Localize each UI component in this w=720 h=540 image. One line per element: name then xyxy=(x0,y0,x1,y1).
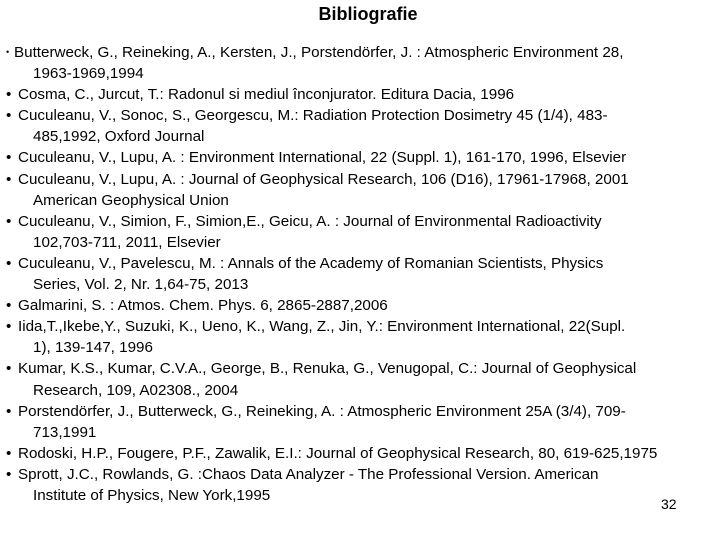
reference-item xyxy=(6,253,720,295)
reference-text: Cuculeanu, V., Pavelescu, M. : Annals of the Academy of Romanian Scientists, Physics xyxy=(18,254,604,272)
reference-text: Cuculeanu, V., Lupu, A. : Journal of Geophysical Research, 106 (D16), 17961-17968, 2001 xyxy=(18,170,629,188)
reference-text: Cosma, C., Jurcut, T.: Radonul si mediul înconjurator. Editura Dacia, 1996 xyxy=(18,86,515,104)
reference-item xyxy=(6,42,720,84)
page-title: Bibliografie xyxy=(318,4,418,24)
bullet-icon: • xyxy=(6,149,12,167)
bullet-icon: • xyxy=(6,170,12,188)
bullet-icon: • xyxy=(6,465,12,483)
reference-item xyxy=(6,358,720,400)
reference-text: Sprott, J.C., Rowlands, G. :Chaos Data Analyzer - The Professional Version. American xyxy=(18,465,599,483)
bullet-icon: • xyxy=(6,254,12,272)
reference-line-2: Series, Vol. 2, Nr. 1,64-75, 2013 xyxy=(33,276,249,294)
reference-item xyxy=(6,105,720,147)
reference-text: Cuculeanu, V., Sonoc, S., Georgescu, M.: Radiation Protection Dosimetry 45 (1/4), 483- xyxy=(18,107,608,125)
reference-item xyxy=(6,443,720,464)
reference-line-2: American Geophysical Union xyxy=(33,191,229,209)
reference-line-1 xyxy=(6,253,720,274)
reference-line-2: 1963-1969,1994 xyxy=(33,65,144,83)
reference-item xyxy=(6,147,720,168)
reference-item xyxy=(6,401,720,443)
reference-text: Porstendörfer, J., Butterweck, G., Reineking, A. : Atmospheric Environment 25A (3/4), 709- xyxy=(18,402,626,420)
reference-item xyxy=(6,295,720,316)
reference-line-1 xyxy=(6,42,720,63)
bullet-icon: • xyxy=(6,86,12,104)
reference-line-1 xyxy=(6,443,720,464)
reference-item xyxy=(6,464,720,506)
reference-line-1 xyxy=(6,147,720,168)
bullet-icon: • xyxy=(6,107,12,125)
reference-line-1 xyxy=(6,316,720,337)
reference-line-1 xyxy=(6,401,720,422)
reference-text: Kumar, K.S., Kumar, C.V.A., George, B., Renuka, G., Venugopal, C.: Journal of Geophysical xyxy=(18,360,637,378)
bullet-icon: • xyxy=(6,402,12,420)
reference-text: Cuculeanu, V., Lupu, A. : Environment International, 22 (Suppl. 1), 161-170, 1996, Elsevier xyxy=(18,149,627,167)
reference-line-1 xyxy=(6,169,720,190)
reference-item xyxy=(6,169,720,211)
reference-item xyxy=(6,84,720,105)
reference-text: Butterweck, G., Reineking, A., Kersten, J., Porstendörfer, J. : Atmospheric Environment 28, xyxy=(14,44,624,61)
reference-line-1 xyxy=(6,84,720,105)
reference-text: Cuculeanu, V., Simion, F., Simion,E., Geicu, A. : Journal of Environmental Radioactivity xyxy=(18,212,602,230)
reference-line-2: 102,703-711, 2011, Elsevier xyxy=(33,233,221,251)
reference-line-1 xyxy=(6,358,720,379)
reference-line-1 xyxy=(6,295,720,316)
reference-line-2: 485,1992, Oxford Journal xyxy=(33,128,205,146)
reference-line-2: 713,1991 xyxy=(33,423,97,441)
reference-list xyxy=(6,42,720,506)
bullet-icon: • xyxy=(6,212,12,230)
bullet-icon: • xyxy=(6,318,12,336)
bullet-icon: • xyxy=(6,444,12,462)
reference-line-2: 1), 139-147, 1996 xyxy=(33,339,153,357)
reference-item xyxy=(6,316,720,358)
reference-line-1 xyxy=(6,105,720,126)
reference-line-2: Institute of Physics, New York,1995 xyxy=(33,486,271,504)
reference-line-1 xyxy=(6,211,720,232)
reference-text: Galmarini, S. : Atmos. Chem. Phys. 6, 2865-2887,2006 xyxy=(18,297,388,315)
reference-text: Iida,T.,Ikebe,Y., Suzuki, K., Ueno, K., Wang, Z., Jin, Y.: Environment International, 22(Supl. xyxy=(18,318,626,336)
bullet-icon: • xyxy=(6,47,10,57)
reference-text: Rodoski, H.P., Fougere, P.F., Zawalik, E.I.: Journal of Geophysical Research, 80, 619-625,1975 xyxy=(18,444,658,462)
bullet-icon: • xyxy=(6,297,12,315)
reference-line-1 xyxy=(6,464,720,485)
page-number: 32 xyxy=(661,496,677,512)
reference-line-2: Research, 109, A02308., 2004 xyxy=(33,381,239,399)
bullet-icon: • xyxy=(6,360,12,378)
reference-item xyxy=(6,211,720,253)
